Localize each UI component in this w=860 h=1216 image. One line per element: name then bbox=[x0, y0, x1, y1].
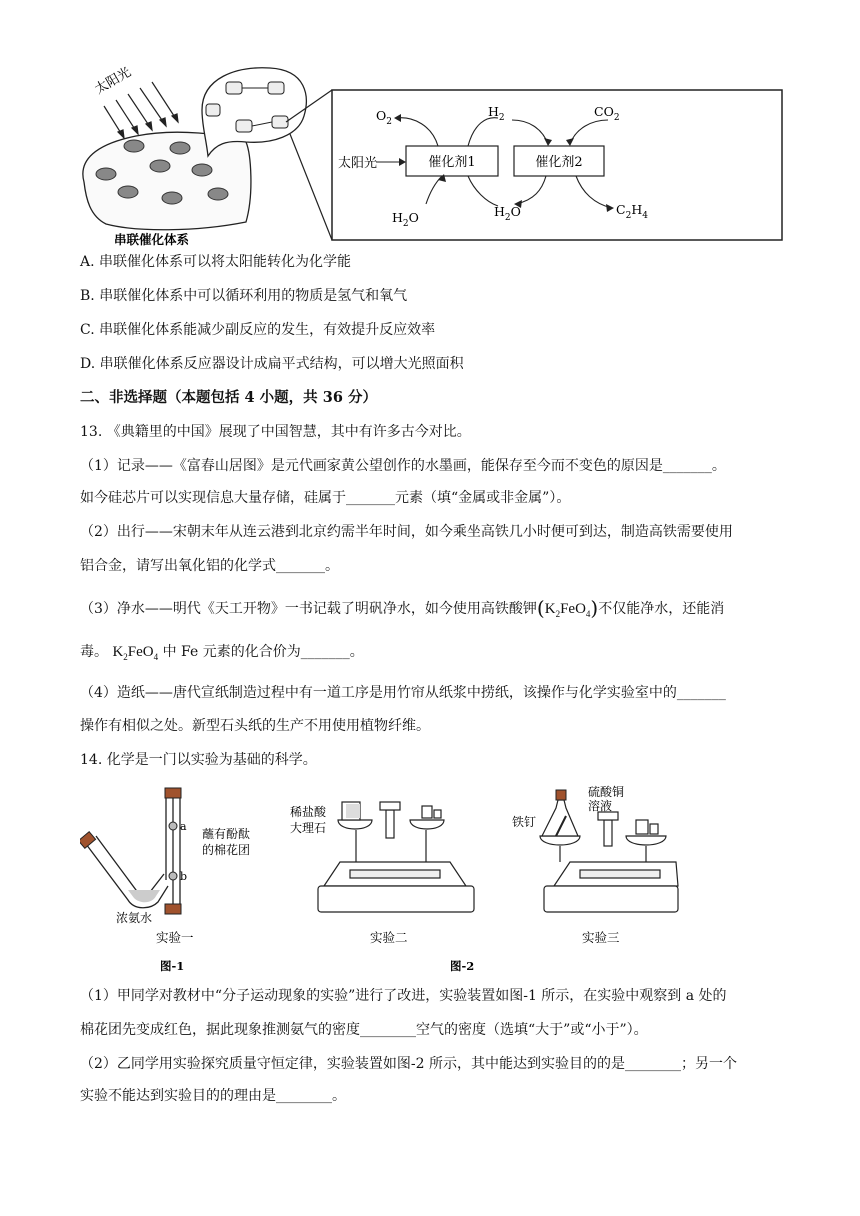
h2o-left-label: $H_2O$ bbox=[392, 210, 419, 229]
c2h4-label: $C_2H_4$ bbox=[616, 202, 648, 221]
option-d: D. 串联催化体系反应器设计成扁平式结构，可以增大光照面积 bbox=[80, 356, 464, 372]
option-b: B. 串联催化体系中可以循环利用的物质是氢气和氧气 bbox=[80, 288, 408, 304]
system-label: 串联催化体系 bbox=[114, 232, 190, 247]
exp3-caption: 实验三 bbox=[582, 930, 620, 945]
exp3-balance bbox=[540, 800, 678, 912]
h2-label: $H_2$ bbox=[488, 104, 505, 123]
exp2-caption: 实验二 bbox=[370, 930, 408, 945]
q13-p4-line1: （4）造纸——唐代宣纸制造过程中有一道工序是用竹帘从纸浆中捞纸，该操作与化学实验室中的_______ bbox=[80, 685, 726, 701]
q14-p1-line2: 棉花团先变成红色，据此现象推测氨气的密度________空气的密度（选填“大于”或“小于”）。 bbox=[80, 1022, 648, 1038]
option-c: C. 串联催化体系能减少副反应的发生，有效提升反应效率 bbox=[80, 322, 436, 338]
exp1-stopper-left bbox=[80, 832, 96, 849]
q14-stem: 14. 化学是一门以实验为基础的科学。 bbox=[80, 752, 317, 768]
section-heading: 二、非选择题（本题包括 4 小题，共 36 分） bbox=[80, 389, 377, 406]
exp1-cotton-b bbox=[169, 872, 177, 880]
sunlight-input-label: 太阳光 bbox=[338, 156, 378, 171]
o2-label: $O_2$ bbox=[376, 108, 392, 127]
exp2-acid-label: 稀盐酸 bbox=[290, 805, 327, 819]
experiment-figure bbox=[80, 780, 680, 980]
exp1-cotton-label-1: 蘸有酚酞 bbox=[202, 827, 251, 841]
sunlight-arrows bbox=[104, 82, 178, 138]
q13-stem: 13. 《典籍里的中国》展现了中国智慧，其中有许多古今对比。 bbox=[80, 424, 471, 440]
q13-p3-line2: 毒。 $K_2FeO_4$ 中 Fe 元素的化合价为_______。 bbox=[80, 644, 364, 662]
q14-p2-line1: （2）乙同学用实验探究质量守恒定律，实验装置如图-2 所示，其中能达到实验目的的是________；另一个 bbox=[80, 1056, 737, 1072]
q14-p1-line1: （1）甲同学对教材中“分子运动现象的实验”进行了改进，实验装置如图-1 所示，在实验中观察到 a 处的 bbox=[80, 988, 727, 1004]
q13-p1-line1: （1）记录——《富春山居图》是元代画家黄公望创作的水墨画，能保存至今而不变色的原因是_______。 bbox=[80, 458, 726, 474]
catalyst2-label: 催化剂2 bbox=[535, 155, 583, 170]
catalysis-figure bbox=[76, 64, 786, 250]
exp1-cotton-label-2: 的棉花团 bbox=[202, 843, 251, 857]
q13-p3-line1: （3）净水——明代《天工开物》一书记载了明矾净水，如今使用高铁酸钾$(K_2FeO_4)$不仅能净水，还能消 bbox=[80, 596, 725, 620]
fig1-label: 图-1 bbox=[160, 959, 185, 973]
reactor-shape bbox=[83, 132, 251, 230]
q13-p4-line2: 操作有相似之处。新型石头纸的生产不用使用植物纤维。 bbox=[80, 718, 430, 734]
exp3-cuso4-label-1: 硫酸铜 bbox=[588, 785, 625, 799]
exp3-nail-label: 铁钉 bbox=[512, 815, 537, 829]
exp2-marble-label: 大理石 bbox=[290, 821, 327, 835]
q13-p2-line1: （2）出行——宋朝末年从连云港到北京约需半年时间，如今乘坐高铁几小时便可到达，制造高铁需要使用 bbox=[80, 524, 733, 540]
sunlight-label: 太阳光 bbox=[92, 64, 134, 98]
option-a: A. 串联催化体系可以将太阳能转化为化学能 bbox=[80, 254, 352, 270]
q14-p2-line2: 实验不能达到实验目的的理由是________。 bbox=[80, 1088, 346, 1104]
exp1-caption: 实验一 bbox=[156, 930, 194, 945]
exp3-stopper bbox=[556, 790, 566, 800]
exp1-ammonia-liquid bbox=[128, 890, 160, 902]
exp3-cuso4-label-2: 溶液 bbox=[588, 799, 613, 813]
q13-p2-line2: 铝合金，请写出氧化铝的化学式_______。 bbox=[80, 558, 339, 574]
h2o-mid-label: $H_2O$ bbox=[494, 204, 521, 223]
exp1-stopper-bottom bbox=[165, 904, 181, 914]
exp1-stopper-top bbox=[165, 788, 181, 798]
catalyst1-label: 催化剂1 bbox=[428, 155, 476, 170]
exp2-balance bbox=[318, 802, 474, 912]
exp1-ammonia-label: 浓氨水 bbox=[116, 911, 153, 925]
exp1-label-a: a bbox=[180, 820, 187, 833]
exp1-label-b: b bbox=[180, 870, 188, 883]
fig2-label: 图-2 bbox=[450, 959, 475, 973]
exp1-cotton-a bbox=[169, 822, 177, 830]
exp2-acid-liquid bbox=[346, 804, 360, 818]
q13-p1-line2: 如今硅芯片可以实现信息大量存储，硅属于_______元素（填“金属或非金属”）。 bbox=[80, 490, 571, 506]
co2-label: $CO_2$ bbox=[594, 104, 620, 123]
